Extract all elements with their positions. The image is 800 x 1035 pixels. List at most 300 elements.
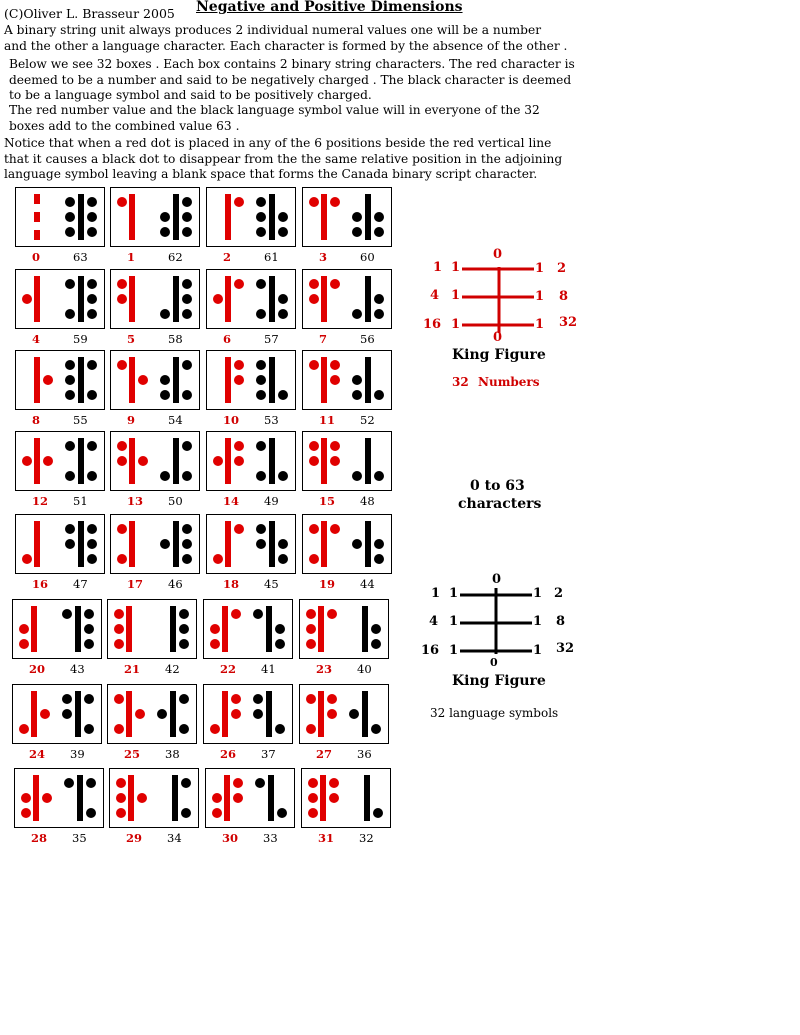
black-dot [278,227,288,237]
black-dot [157,709,167,719]
number-value-label: 19 [319,577,336,591]
black-symbol-bar [365,194,371,240]
black-dot [253,694,263,704]
number-value-label: 26 [220,747,237,761]
red-dot [329,793,339,803]
black-dot [371,639,381,649]
black-dot [179,609,189,619]
black-dot [278,212,288,222]
symbol-value-label: 49 [264,494,279,508]
symbol-value-label: 34 [167,831,182,845]
red-dot [234,360,244,370]
black-dot [84,694,94,704]
symbol-value-label: 56 [360,332,375,346]
black-symbol-bar [173,438,179,484]
page-title: Negative and Positive Dimensions [196,0,463,15]
binary-pair-box [203,684,293,744]
black-dot [352,227,362,237]
symbol-value-label: 48 [360,494,375,508]
black-dot [181,808,191,818]
black-dot [65,212,75,222]
number-value-label: 17 [127,577,144,591]
paragraph-line: Notice that when a red dot is placed in any of the 6 positions beside the red vertical line [4,136,552,150]
binary-pair-box [302,514,392,574]
black-dot [182,309,192,319]
red-dot [309,524,319,534]
symbol-value-label: 38 [165,747,180,761]
binary-pair-box [12,684,102,744]
red-dot [117,294,127,304]
binary-pair-box [299,684,389,744]
red-dot [40,709,50,719]
red-number-bar [321,276,327,322]
black-dot [253,709,263,719]
red-dot [308,808,318,818]
red-dot [327,709,337,719]
black-dot [352,375,362,385]
paragraph-line: to be a language symbol and said to be positively charged. [9,88,372,102]
black-symbol-bar [78,357,84,403]
black-dot [256,197,266,207]
red-dot [231,609,241,619]
symbol-value-label: 51 [73,494,88,508]
symbol-value-label: 57 [264,332,279,346]
red-dot [231,694,241,704]
black-dot [278,539,288,549]
black-symbol-bar [266,691,272,737]
symbol-value-label: 59 [73,332,88,346]
black-symbol-bar [75,691,81,737]
symbol-value-label: 33 [263,831,278,845]
red-dot [117,456,127,466]
red-dot [135,709,145,719]
black-dot [182,279,192,289]
black-dot [182,554,192,564]
red-number-bar [222,691,228,737]
symbol-value-label: 62 [168,250,183,264]
red-dot [306,609,316,619]
black-dot [275,639,285,649]
red-dot [309,360,319,370]
symbol-value-label: 61 [264,250,279,264]
red-dot [138,456,148,466]
black-dot [160,375,170,385]
red-number-bar [225,521,231,567]
red-number-bar [321,521,327,567]
black-dot [160,471,170,481]
number-value-label: 24 [29,747,46,761]
black-dot [182,227,192,237]
black-dot [182,294,192,304]
number-value-label: 2 [223,250,232,264]
red-dot [21,793,31,803]
black-dot [160,390,170,400]
black-dot [84,624,94,634]
number-value-label: 13 [127,494,144,508]
symbol-value-label: 36 [357,747,372,761]
red-dot [309,294,319,304]
red-dot [22,294,32,304]
number-value-label: 7 [319,332,328,346]
left-value-label: 1 [433,260,443,275]
red-dot [308,793,318,803]
number-value-label: 3 [319,250,328,264]
black-dot [352,539,362,549]
black-symbol-bar [268,775,274,821]
black-dot [278,309,288,319]
black-dot [87,441,97,451]
binary-pair-box [107,599,197,659]
black-symbol-bar [173,194,179,240]
black-dot [253,609,263,619]
red-dot [306,724,316,734]
black-symbol-bar [170,691,176,737]
symbol-value-label: 42 [165,662,180,676]
bottom-zero-label: 0 [490,656,498,669]
black-symbol-bar [172,775,178,821]
number-value-label: 14 [223,494,240,508]
black-symbol-bar [78,521,84,567]
numbers-label: Numbers [478,375,540,389]
left-value-label: 16 [423,317,442,332]
black-symbol-bar [362,606,368,652]
black-dot [182,524,192,534]
red-dot [116,793,126,803]
right-value-label: 32 [559,315,578,330]
black-dot [87,554,97,564]
red-dot [213,554,223,564]
number-value-label: 28 [31,831,48,845]
red-number-bar [33,775,39,821]
black-dot [182,539,192,549]
red-dot [306,694,316,704]
red-dot [309,554,319,564]
black-symbol-bar [269,276,275,322]
symbol-value-label: 44 [360,577,375,591]
red-bar-segment [34,194,40,204]
red-number-bar [318,606,324,652]
black-dot [87,539,97,549]
red-dot [137,793,147,803]
left-value-label: 4 [429,614,439,629]
red-number-bar [31,606,37,652]
binary-pair-box [110,431,200,491]
red-number-bar [225,276,231,322]
red-dot [234,524,244,534]
black-dot [87,309,97,319]
black-dot [65,390,75,400]
black-dot [277,808,287,818]
red-dot [306,624,316,634]
red-dot [231,709,241,719]
symbol-value-label: 63 [73,250,88,264]
black-symbol-bar [365,521,371,567]
black-dot [160,309,170,319]
left-one-label: 1 [451,260,461,275]
right-one-label: 1 [533,586,543,601]
black-dot [275,724,285,734]
red-number-bar [34,438,40,484]
red-dot [308,778,318,788]
red-dot [330,375,340,385]
red-dot [330,279,340,289]
red-number-bar [126,606,132,652]
top-zero-label: 0 [493,247,503,262]
red-dot [22,456,32,466]
right-value-label: 2 [557,261,567,276]
red-dot [114,639,124,649]
range-caption: characters [458,496,542,512]
red-number-bar [320,775,326,821]
red-number-bar [321,357,327,403]
binary-pair-box [206,514,296,574]
black-dot [181,778,191,788]
paragraph-line: that it causes a black dot to disappear from the the same relative position in the adjoining [4,151,563,166]
binary-pair-box [205,768,295,828]
red-number-bar [129,194,135,240]
symbol-value-label: 35 [72,831,87,845]
black-dot [374,390,384,400]
red-dot [309,456,319,466]
symbol-value-label: 47 [73,577,88,591]
paragraph-line: Below we see 32 boxes . Each box contains 2 binary string characters. The red character is [9,57,575,71]
symbol-value-label: 52 [360,413,375,427]
left-one-label: 1 [449,614,459,629]
number-value-label: 4 [32,332,41,346]
number-value-label: 20 [29,662,46,676]
symbol-value-label: 50 [168,494,183,508]
red-dot [330,456,340,466]
red-dot [210,724,220,734]
black-dot [374,294,384,304]
black-dot [374,212,384,222]
red-dot [117,441,127,451]
red-dot [234,456,244,466]
red-number-bar [34,521,40,567]
black-dot [86,778,96,788]
binary-pair-box [109,768,199,828]
red-dot [19,724,29,734]
black-dot [65,279,75,289]
red-number-bar [34,357,40,403]
black-symbol-bar [364,775,370,821]
red-dot [43,375,53,385]
binary-pair-box [302,187,392,247]
red-dot [234,279,244,289]
red-bar-segment [34,212,40,222]
black-dot [65,227,75,237]
right-one-label: 1 [535,317,545,332]
symbol-value-label: 40 [357,662,372,676]
number-value-label: 1 [127,250,136,264]
symbol-value-label: 32 [359,831,374,845]
left-one-label: 1 [451,288,461,303]
number-value-label: 8 [32,413,41,427]
red-number-bar [31,691,37,737]
right-value-label: 8 [556,614,566,629]
black-dot [256,360,266,370]
number-value-label: 9 [127,413,136,427]
number-value-label: 27 [316,747,333,761]
top-zero-label: 0 [492,572,502,587]
red-dot [19,624,29,634]
number-value-label: 18 [223,577,240,591]
red-number-bar [225,357,231,403]
black-dot [374,539,384,549]
left-one-label: 1 [449,586,459,601]
black-dot [65,360,75,370]
black-dot [65,524,75,534]
black-dot [87,294,97,304]
black-dot [371,724,381,734]
number-value-label: 23 [316,662,333,676]
black-dot [256,471,266,481]
black-dot [86,808,96,818]
red-number-bar [318,691,324,737]
red-dot [330,441,340,451]
black-dot [65,539,75,549]
binary-pair-box [206,187,296,247]
paragraph-line: and the other a language character. Each character is formed by the absence of the other . [4,38,568,53]
black-dot [182,441,192,451]
black-dot [374,554,384,564]
black-dot [84,724,94,734]
black-symbol-bar [269,357,275,403]
number-value-label: 22 [220,662,237,676]
red-dot [114,724,124,734]
king-figure-caption: King Figure [452,347,546,363]
red-number-bar [225,194,231,240]
binary-pair-box [206,350,296,410]
red-dot [234,197,244,207]
binary-pair-box [15,431,105,491]
number-value-label: 6 [223,332,232,346]
black-dot [65,309,75,319]
red-dot [212,808,222,818]
paragraph-line: language symbol leaving a blank space that forms the Canada binary script character. [4,167,538,181]
black-dot [374,471,384,481]
right-one-label: 1 [533,614,543,629]
black-dot [179,694,189,704]
black-dot [256,524,266,534]
black-dot [87,360,97,370]
king-figure-symbols [420,572,590,722]
paragraph-line: A binary string unit always produces 2 individual numeral values one will be a number [4,23,542,37]
red-dot [234,375,244,385]
red-dot [327,609,337,619]
black-dot [160,539,170,549]
red-dot [233,778,243,788]
binary-pair-box [203,599,293,659]
black-dot [179,624,189,634]
red-dot [329,778,339,788]
binary-pair-box [14,768,104,828]
black-dot [182,212,192,222]
number-value-label: 11 [319,413,336,427]
black-dot [62,694,72,704]
king-figure-caption: King Figure [452,673,546,689]
black-dot [182,390,192,400]
black-dot [84,639,94,649]
left-value-label: 1 [431,586,441,601]
black-dot [160,212,170,222]
red-dot [234,441,244,451]
black-symbol-bar [269,438,275,484]
red-dot [138,375,148,385]
red-dot [213,456,223,466]
binary-pair-box [301,768,391,828]
number-value-label: 21 [124,662,141,676]
black-dot [256,375,266,385]
right-one-label: 1 [533,643,543,658]
number-value-label: 0 [32,250,41,264]
right-value-label: 32 [556,641,575,656]
red-dot [210,639,220,649]
black-dot [371,624,381,634]
symbol-value-label: 37 [261,747,276,761]
black-dot [62,609,72,619]
black-dot [374,227,384,237]
red-number-bar [321,438,327,484]
black-symbol-bar [78,438,84,484]
symbol-value-label: 43 [70,662,85,676]
red-number-bar [126,691,132,737]
red-dot [330,197,340,207]
red-dot [233,793,243,803]
number-value-label: 25 [124,747,141,761]
symbol-value-label: 54 [168,413,183,427]
black-dot [352,309,362,319]
symbol-value-label: 39 [70,747,85,761]
red-number-bar [129,357,135,403]
binary-pair-box [110,514,200,574]
bottom-zero-label: 0 [493,330,503,345]
paragraph-line: boxes add to the combined value 63 . [9,118,240,133]
black-dot [65,441,75,451]
number-value-label: 12 [32,494,49,508]
binary-pair-box [302,350,392,410]
black-dot [179,639,189,649]
numbers-count: 32 [452,375,469,389]
red-dot [327,694,337,704]
red-dot [306,639,316,649]
black-dot [256,390,266,400]
red-dot [330,524,340,534]
left-value-label: 16 [421,643,440,658]
king-figure-numbers [420,245,590,405]
black-dot [352,212,362,222]
black-dot [87,524,97,534]
black-dot [349,709,359,719]
left-one-label: 1 [451,317,461,332]
black-dot [373,808,383,818]
copyright-notice: (C)Oliver L. Brasseur 2005 [4,6,175,21]
black-dot [182,471,192,481]
red-bar-segment [34,230,40,240]
binary-pair-box [110,269,200,329]
binary-pair-box [110,350,200,410]
black-symbol-bar [365,276,371,322]
red-number-bar [321,194,327,240]
black-symbol-bar [269,521,275,567]
symbol-value-label: 41 [261,662,276,676]
red-dot [212,793,222,803]
left-one-label: 1 [449,643,459,658]
red-number-bar [129,521,135,567]
binary-pair-box [15,350,105,410]
red-number-bar [225,438,231,484]
binary-pair-box [110,187,200,247]
